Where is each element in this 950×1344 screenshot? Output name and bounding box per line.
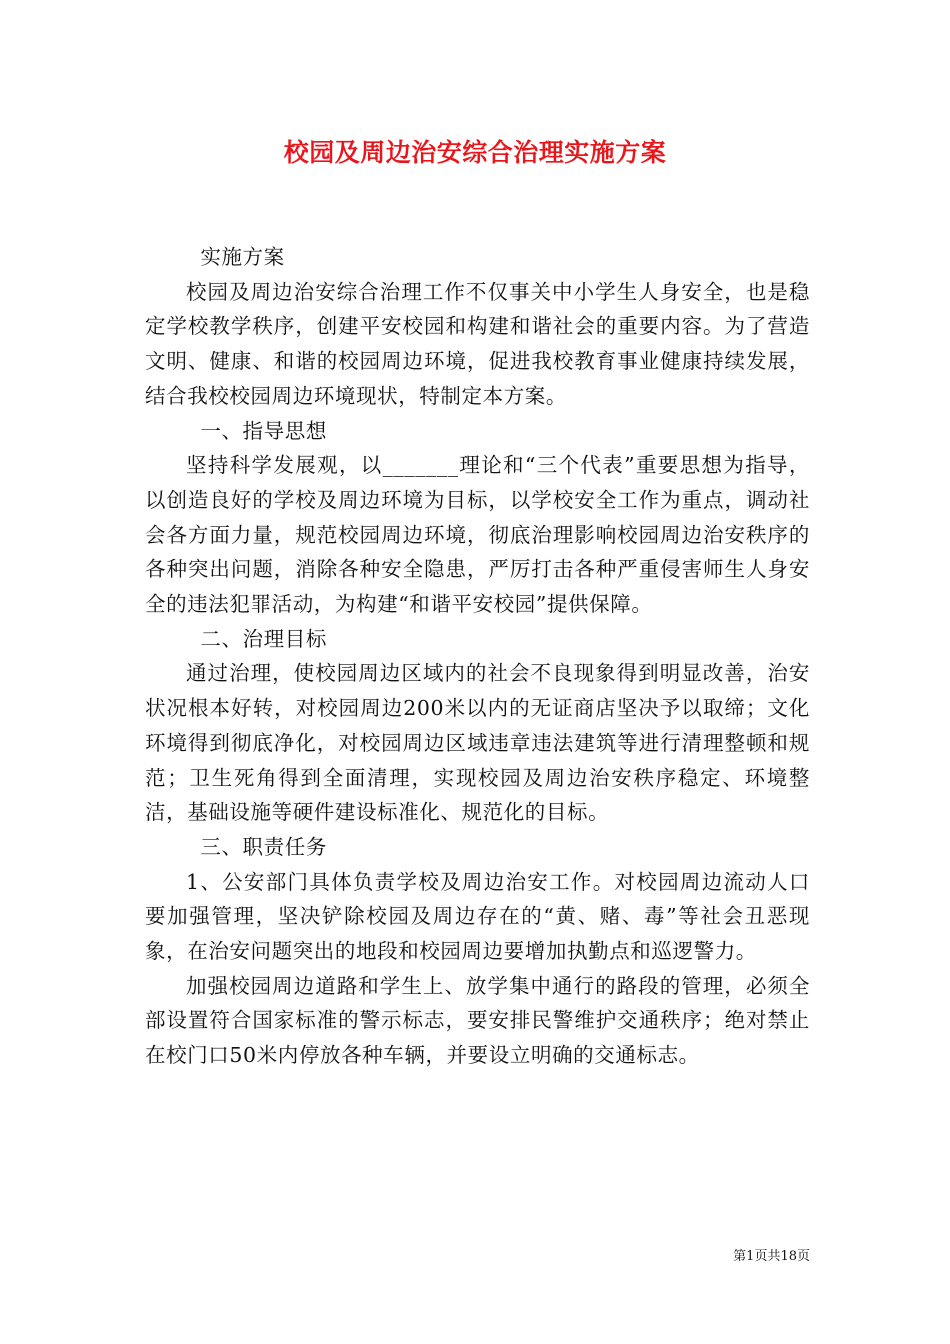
section-heading-duties: 三、职责任务 — [200, 834, 327, 859]
section-heading-plan: 实施方案 — [200, 245, 285, 269]
document-title: 校园及周边治安综合治理实施方案 — [283, 138, 667, 167]
paragraph-goals: 通过治理，使校园周边区域内的社会不良现象得到明显改善，治安状况根本好转，对校园周边200米以内的无证商店坚决予以取缔；文化环境得到彻底净化，对校园周边区域违章违法建筑等进行清理整顿和规范；卫生死角得到全面清理，实现校园及周边治安秩序稳定、环境整洁，基础设施等硬件建设标准化、规范化的目标。 — [145, 661, 810, 825]
document-body — [145, 240, 810, 1073]
paragraph-guiding-ideology: 坚持科学发展观，以_______理论和“三个代表”重要思想为指导，以创造良好的学校及周边环境为目标，以学校安全工作为重点，调动社会各方面力量，规范校园周边环境，彻底治理影响校园周边治安秩序的各种突出问题，消除各种安全隐患，严厉打击各种严重侵害师生人身安全的违法犯罪活动，为构建“和谐平安校园”提供保障。 — [145, 453, 810, 617]
section-heading-guiding-ideology: 一、指导思想 — [200, 418, 327, 443]
paragraph-duty-police: 1、公安部门具体负责学校及周边治安工作。对校园周边流动人口要加强管理，坚决铲除校园及周边存在的“黄、赌、毒”等社会丑恶现象，在治安问题突出的地段和校园周边要增加执勤点和巡逻警力。 — [145, 869, 810, 964]
section-heading-goals: 二、治理目标 — [200, 626, 327, 651]
paragraph-duty-traffic: 加强校园周边道路和学生上、放学集中通行的路段的管理，必须全部设置符合国家标准的警示标志，要安排民警维护交通秩序；绝对禁止在校门口50米内停放各种车辆，并要设立明确的交通标志。 — [145, 973, 810, 1068]
page-number-footer: 第1页共18页 — [733, 1249, 810, 1264]
paragraph-intro: 校园及周边治安综合治理工作不仅事关中小学生人身安全，也是稳定学校教学秩序，创建平安校园和构建和谐社会的重要内容。为了营造文明、健康、和谐的校园周边环境，促进我校教育事业健康持续发展，结合我校校园周边环境现状，特制定本方案。 — [145, 279, 810, 408]
